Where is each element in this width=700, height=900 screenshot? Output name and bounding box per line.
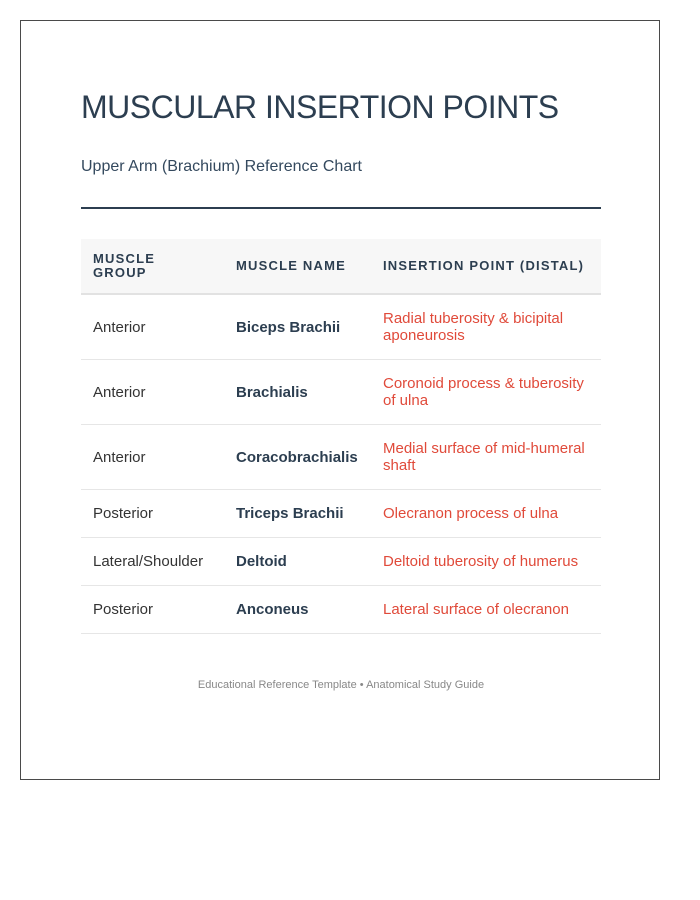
muscle-group-cell: Anterior	[81, 360, 224, 425]
muscle-name-cell: Deltoid	[224, 538, 371, 586]
insertion-point-cell: Coronoid process & tuberosity of ulna	[371, 360, 601, 425]
page-footer: Educational Reference Template • Anatomical Study Guide	[197, 679, 485, 691]
muscle-group-cell: Anterior	[81, 425, 224, 490]
column-header-muscle-name: MUSCLE NAME	[224, 239, 371, 294]
insertion-point-cell: Olecranon process of ulna	[371, 490, 601, 538]
muscle-name-cell: Brachialis	[224, 360, 371, 425]
table-row	[81, 360, 601, 425]
table-row	[81, 538, 601, 586]
table-row	[81, 425, 601, 490]
page-subtitle: Upper Arm (Brachium) Reference Chart	[81, 158, 362, 175]
insertion-point-cell: Radial tuberosity & bicipital aponeurosis	[371, 294, 601, 360]
table-row	[81, 294, 601, 360]
muscle-name-cell: Coracobrachialis	[224, 425, 371, 490]
muscle-group-cell: Lateral/Shoulder	[81, 538, 224, 586]
table-row	[81, 490, 601, 538]
insertion-point-cell: Lateral surface of olecranon	[371, 586, 601, 634]
reference-page	[20, 20, 660, 780]
muscle-group-cell: Posterior	[81, 490, 224, 538]
muscle-group-cell: Posterior	[81, 586, 224, 634]
page-content	[81, 87, 601, 634]
muscle-name-cell: Anconeus	[224, 586, 371, 634]
page-title: MUSCULAR INSERTION POINTS	[81, 89, 559, 125]
insertion-table	[81, 239, 601, 634]
title-divider	[81, 207, 601, 209]
insertion-point-cell: Medial surface of mid-humeral shaft	[371, 425, 601, 490]
column-header-muscle-group: MUSCLE GROUP	[81, 239, 224, 294]
table-header-row	[81, 239, 601, 294]
muscle-name-cell: Triceps Brachii	[224, 490, 371, 538]
muscle-name-cell: Biceps Brachii	[224, 294, 371, 360]
table-row	[81, 586, 601, 634]
insertion-point-cell: Deltoid tuberosity of humerus	[371, 538, 601, 586]
muscle-group-cell: Anterior	[81, 294, 224, 360]
column-header-insertion-point: INSERTION POINT (DISTAL)	[371, 239, 601, 294]
